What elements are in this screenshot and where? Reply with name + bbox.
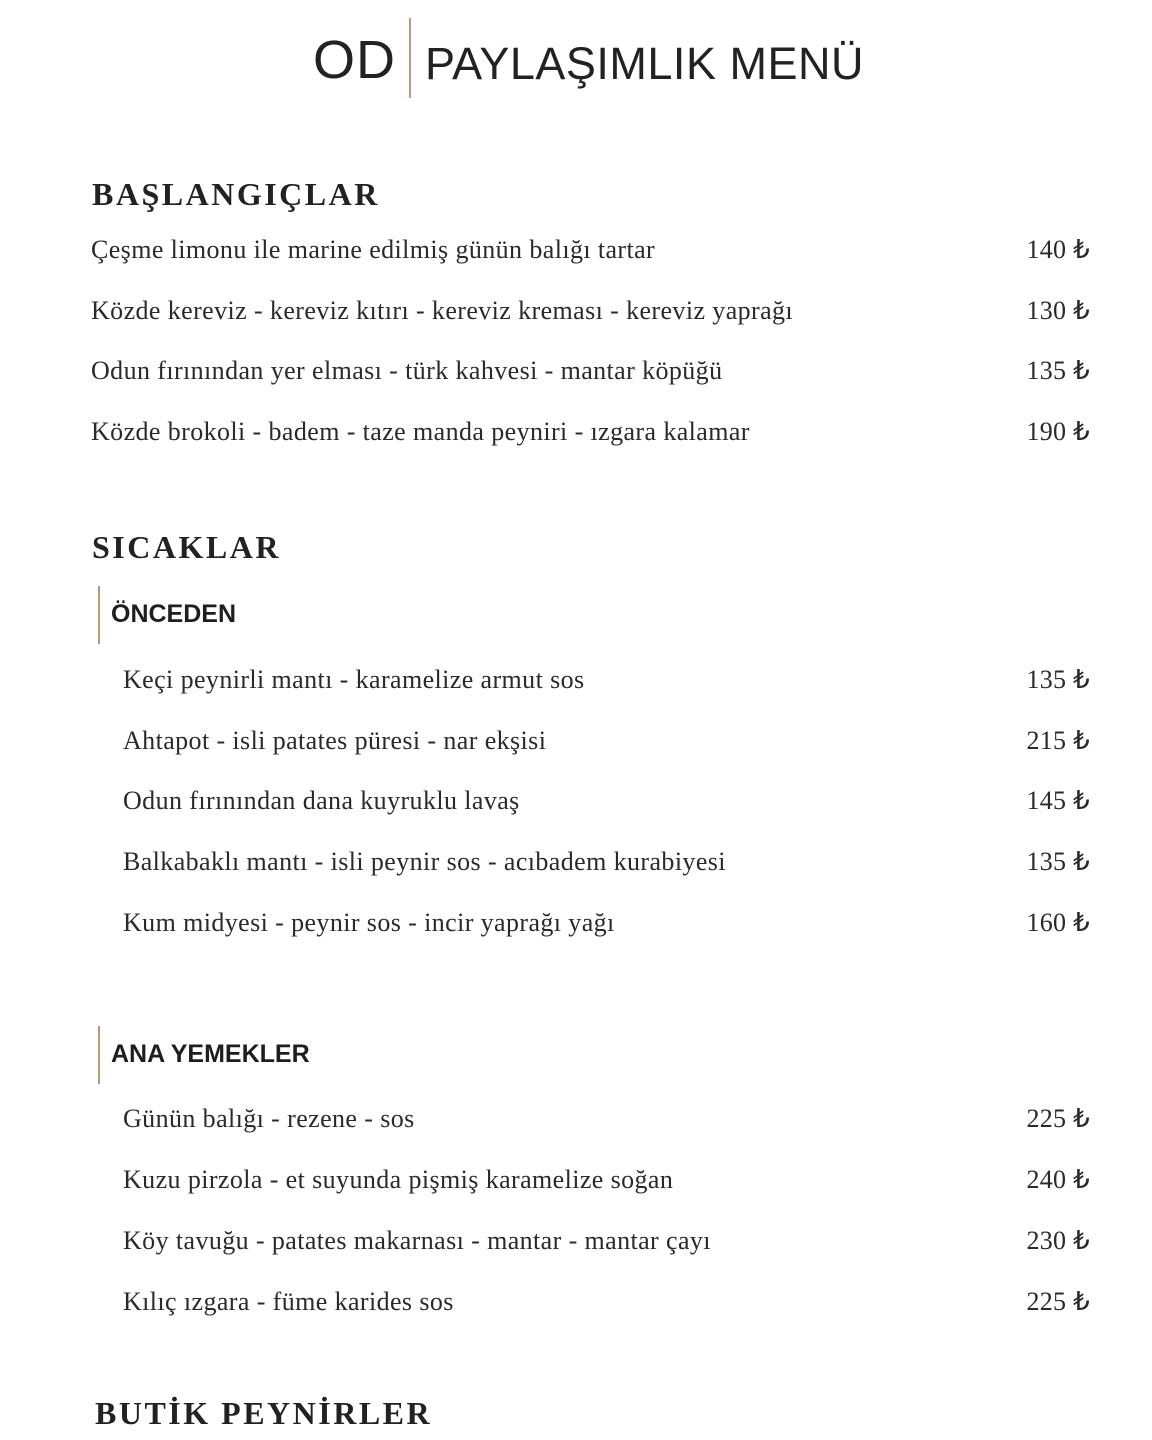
menu-item [0, 784, 1152, 820]
menu-item [0, 1163, 1152, 1199]
menu-header [0, 18, 1152, 98]
section-title-baslangiclar: BAŞLANGIÇLAR [92, 176, 380, 212]
item-name: Odun fırınından dana kuyruklu lavaş [123, 786, 520, 815]
menu-item [0, 845, 1152, 881]
menu-item [0, 663, 1152, 699]
brand-name: OD [313, 30, 396, 90]
item-name: Günün balığı - rezene - sos [123, 1104, 415, 1133]
item-name: Ahtapot - isli patates püresi - nar ekşisi [123, 726, 547, 755]
item-price: 135 ₺ [1026, 847, 1090, 876]
item-price: 190 ₺ [1026, 417, 1090, 446]
subsection-title: ÖNCEDEN [111, 600, 237, 628]
item-price: 135 ₺ [1026, 356, 1090, 385]
item-name: Kuzu pirzola - et suyunda pişmiş karamelize soğan [123, 1165, 674, 1194]
item-name: Közde kereviz - kereviz kıtırı - kereviz kreması - kereviz yaprağı [91, 296, 794, 325]
item-price: 225 ₺ [1026, 1104, 1090, 1133]
menu-title: PAYLAŞIMLIK MENÜ [425, 38, 864, 89]
menu-item [0, 1224, 1152, 1260]
section-title-sicaklar: SICAKLAR [92, 529, 281, 565]
item-price: 145 ₺ [1026, 786, 1090, 815]
menu-item [0, 724, 1152, 760]
item-price: 215 ₺ [1026, 726, 1090, 755]
menu-item [0, 233, 1152, 269]
item-price: 240 ₺ [1026, 1165, 1090, 1194]
subsection-accent-bar [98, 1026, 100, 1084]
item-price: 160 ₺ [1026, 908, 1090, 937]
section-title-butik-peynirler: BUTİK PEYNİRLER [95, 1395, 433, 1431]
menu-item [0, 415, 1152, 451]
item-price: 130 ₺ [1026, 296, 1090, 325]
item-name: Balkabaklı mantı - isli peynir sos - acıbadem kurabiyesi [123, 847, 726, 876]
menu-item [0, 294, 1152, 330]
menu-item [0, 1102, 1152, 1138]
header-divider [409, 18, 411, 98]
menu-item [0, 906, 1152, 942]
item-name: Közde brokoli - badem - taze manda peyniri - ızgara kalamar [91, 417, 750, 446]
item-price: 135 ₺ [1026, 665, 1090, 694]
item-price: 140 ₺ [1026, 235, 1090, 264]
item-name: Kılıç ızgara - füme karides sos [123, 1287, 454, 1316]
menu-item [0, 354, 1152, 390]
item-name: Çeşme limonu ile marine edilmiş günün balığı tartar [91, 235, 656, 264]
subsection-accent-bar [98, 586, 100, 644]
item-name: Odun fırınından yer elması - türk kahvesi - mantar köpüğü [91, 356, 723, 385]
item-name: Kum midyesi - peynir sos - incir yaprağı yağı [123, 908, 615, 937]
item-price: 230 ₺ [1026, 1226, 1090, 1255]
menu-item [0, 1285, 1152, 1321]
item-name: Keçi peynirli mantı - karamelize armut sos [123, 665, 585, 694]
item-price: 225 ₺ [1026, 1287, 1090, 1316]
subsection-title: ANA YEMEKLER [111, 1040, 310, 1068]
item-name: Köy tavuğu - patates makarnası - mantar - mantar çayı [123, 1226, 711, 1255]
